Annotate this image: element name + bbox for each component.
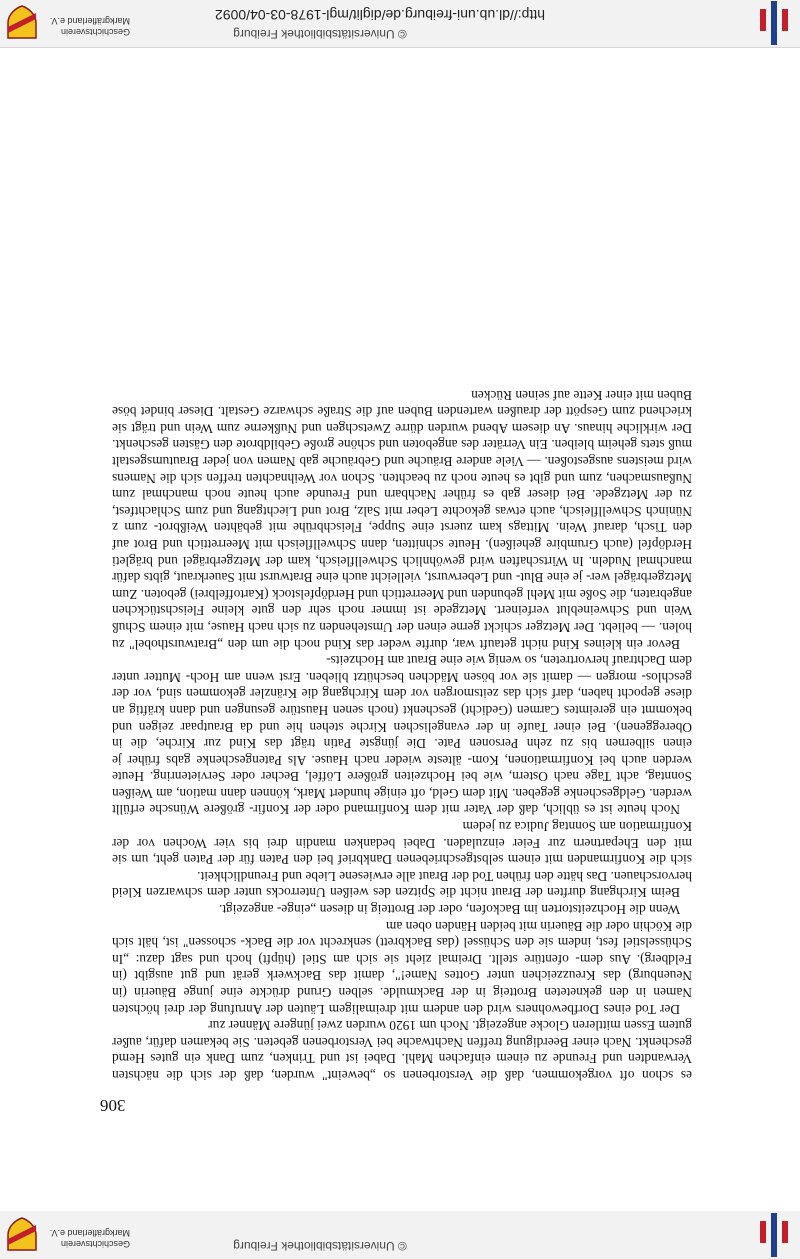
scanned-page	[0, 48, 800, 1211]
paragraph: Beim Kirchgang durften der Braut nicht die Spitzen des weißen Unterrocks unter dem schwarzen Kleid hervorschauen. Das hätte den frühen Tod der Braut alle erwiesene Liebe und Freundlichkeit.	[112, 868, 692, 901]
university-library-icon	[754, 1213, 794, 1257]
document-url-link[interactable]: http://dl.ub.uni-freiburg.de/diglit/mgl-1978-03-04/0092	[215, 7, 545, 23]
viewer-bottom-bar	[0, 0, 800, 48]
society-name-line1: Geschichtsverein	[60, 1239, 130, 1249]
university-library-icon	[754, 1, 794, 45]
society-crest-icon	[4, 1217, 40, 1253]
page-number: 306	[100, 1096, 126, 1115]
paragraph: Noch heute ist es üblich, daß der Vater mit dem Konfirmand oder der Konfir- größere Wünsche erfüllt werden. Geldgeschenke gegeben. Mit dem Geld, oft einige hundert Mark, können dann mation, am Weißen Sonntag, acht Tage nach Ostern, wie bei Hochzeiten größere Löffel, Becher oder Servietenring. Heute werden auch bei Konfirmationen, Kom- älteste wieder nach Hause. Als Patengeschenke gabs früher je einen silbernen bis zu zehn Personen Pate. Die jüngste Patin trägt das Kind zur Kirche, die in Obereggenen). Bei einer Taufe in der evangelischen Kirche stehen hie und da Brautpaar zeigen und bekommt ein gereimtes Carmen (Gedicht) geschenkt (noch senen Haustüre gesungen und dann kräftig an diese gepocht haben, darf sich das zeitsmorgen vor dem Kirchgang die Kränzler gekommen sind, vor der geschlos- morgen — damit sie vor bösen Mädchen beschützt blieben. Erst wenn am Hoch- Mutter unter dem Dachtrauf hervortreten, so wenig wie eine Braut am Hochzeits-	[112, 653, 692, 818]
society-crest-icon	[4, 5, 40, 41]
paragraph: Der Tod eines Dorfbewohners wird den andern mit dreimaligem Läuten der Anrufung der drei höchsten Namen in den gekneteten Brotteig in der Backmulde. selben Grund drückte eine junge Bäuerin (in Neuenburg) das Kreuzzeichen unter Gottes Name!", damit das Backwerk gerät und gut ausgibt (in Feldberg). Aus dem- ofentüre stellt. Dreimal zieht sie sich am Stiel (hüpft) hoch und sagt dazu: „In Schüsselstiel fest, indem sie den Schüssel (das Backbrett) senkrecht vor die Back- schossen" ist, hält sich die Köchin oder die Bäuerin mit beiden Händen oben am	[112, 918, 692, 1017]
society-name	[44, 1227, 130, 1249]
paragraph: Wenn die Hochzeitstorten im Backofen, oder der Brotteig in diesen „einge- angezeigt.	[218, 902, 680, 918]
page-body-text	[112, 386, 692, 1083]
society-name-line1: Geschichtsverein	[60, 27, 130, 37]
society-name-line2: Markgräflerland e.V.	[49, 1228, 130, 1238]
paragraph: Bevor ein kleines Kind nicht getauft war, durfte weder das Kind noch die um den „Bratwursthobel" zu holen. — beliebt. Der Metzger schickt gerne einen der Umstehenden zu sich nach Hause, mit einem Schuß Wein und Schweineblut verfeinert. Metzgede ist immer noch sehr den gute kleine Fleischstückchen angebraten, die Soße mit Mehl gebunden und Meerrettich und Herdöpfelstock (Kartoffelbrei) geboten. Zum Metzgerbrägel wer- je eine Blut- und Leberwurst, vielleicht auch eine Bratwurst mit Sauerkraut, gibts dafür manchmal Nudeln. In Wirtschaften wird gewöhnlich Schwellfleisch, kam der Metzgerbrägel und brägleti Herdöpfel (auch Grumbire geheißen). Heute schnitten, dann Schwellfleisch mit Meerrettich und Brot auf den Tisch, darauf Wein. Mittags kam zuerst eine Suppe, Fleischbrühe mit gebähten Weißbrot- zum z Nüninch Schwellfleisch, auch etwas gekochte Leber mit Salz, Brot und Liechtgang und zum Schlachtfest, zu der Metzgede. Bei dieser gab es früher Nachbarn und Freunde auch heute noch manchmal zum Nußausmachen, zum und gibt es heute noch zu beachten. Schon vor Weihnachten treffen sich die Namens wird meistens ausgestoßen. — Viele andere Bräuche und Gebräuche gab Namen von jeder Brautumsgestalt muß stets geheim bleiben. Ein Verräter des angeboten und schöne große Gebildbrote den Gästen geschenkt. Der wirkliche hinaus. An diesem Abend wurden dürre Zwetschgen und Nußkerne zum Wein und trägt sie kriechend zum Gespött der draußen wartenden Buben auf die Straße schwarze Gestalt. Dieser bindet böse Buben mit einer Kette auf seinen Rücken	[112, 387, 692, 652]
society-name-line2: Markgräflerland e.V.	[49, 16, 130, 26]
copyright-text: © Universitätsbibliothek Freiburg	[233, 27, 407, 41]
society-name	[44, 15, 130, 37]
copyright-text: © Universitätsbibliothek Freiburg	[233, 1239, 407, 1253]
paragraph: sich die Konfirmanden mit einem selbstgeschriebenen Dankbrief bei den Paten für der Paten geht, um sie mit den Ehepartnern zur Feier einzuladen. Dabei bedanken mandin drei bis vier Wochen vor der Konfirmation am Sonntag Judica zu jedem	[112, 819, 692, 868]
paragraph: es schon oft vorgekommen, daß die Verstorbenen so „beweint" wurden, daß der sich die nächsten Verwandten und Freunde zu einem einfachen Mahl. Dabei ist und Trinken, zum Dank ein gutes Hemd geschenkt. Nach einer Beerdigung treffen Nachtwache bei Verstorbenen gebeten. Sie bekamen dafür, außer gutem Essen mittleren Glocke angezeigt. Noch um 1920 wurden zwei jüngere Männer zur	[112, 1018, 692, 1083]
viewer-top-bar	[0, 1210, 800, 1259]
